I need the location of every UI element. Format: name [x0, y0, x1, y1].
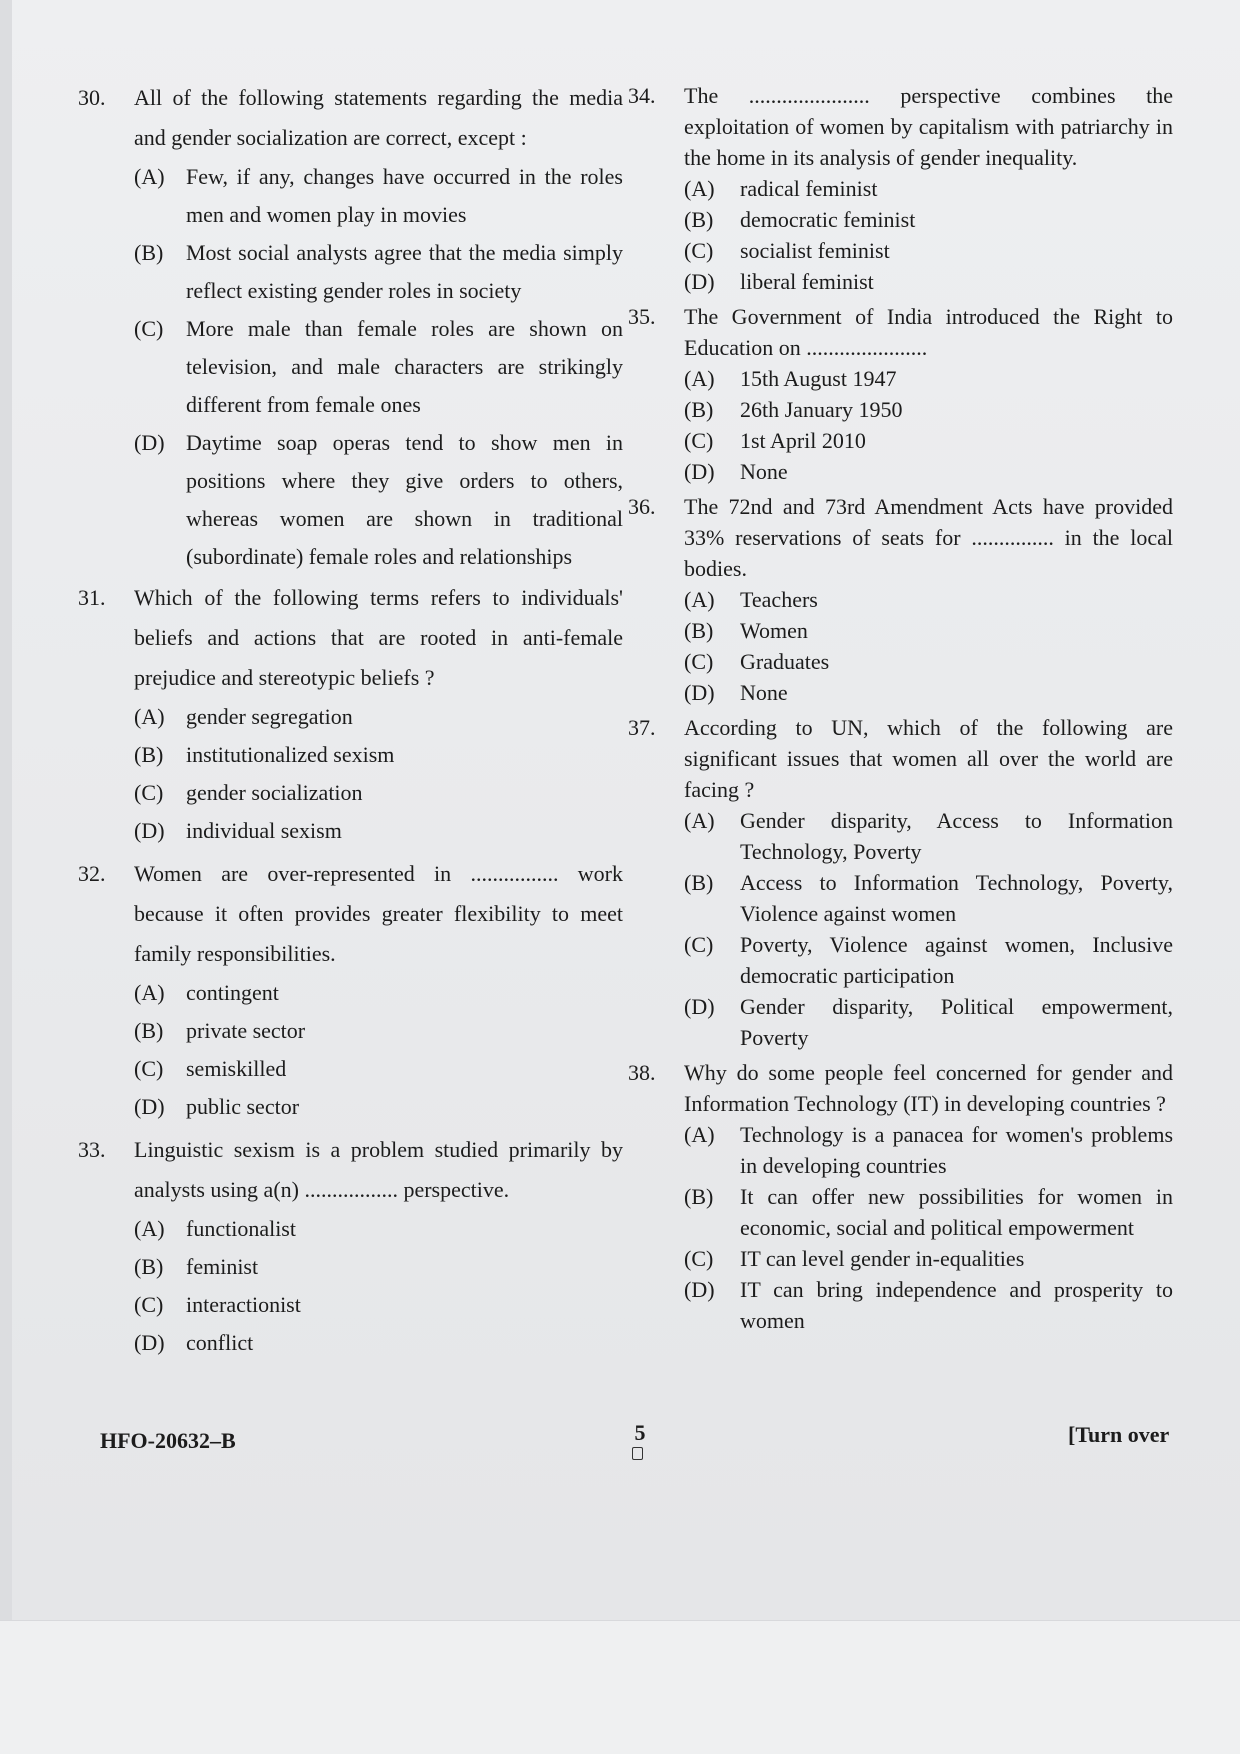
option-letter: (D) [134, 1330, 165, 1355]
option-list [684, 363, 1173, 487]
page-mark-icon [632, 1447, 643, 1460]
question-34 [628, 80, 1173, 297]
option-letter: (D) [684, 994, 715, 1019]
option-text: IT can bring independence and prosperity to women [740, 1277, 1173, 1333]
option-b [684, 204, 1173, 235]
question-number: 38. [628, 1060, 656, 1085]
option-text: Graduates [740, 649, 830, 674]
question-36 [628, 491, 1173, 708]
option-letter: (D) [134, 1094, 165, 1119]
question-number: 30. [78, 85, 106, 110]
question-number: 36. [628, 494, 656, 519]
option-b [684, 394, 1173, 425]
question-text: The Government of India introduced the Right to Education on ...................... [684, 304, 1173, 360]
option-letter: (D) [684, 459, 715, 484]
option-text: More male than female roles are shown on television, and male characters are strikingly different from female ones [186, 316, 623, 417]
option-text: gender socialization [186, 780, 363, 805]
option-c [134, 1050, 623, 1088]
option-letter: (C) [134, 316, 164, 341]
option-text: liberal feminist [740, 269, 874, 294]
option-letter: (B) [134, 1254, 164, 1279]
option-text: socialist feminist [740, 238, 890, 263]
option-letter: (C) [684, 428, 714, 453]
option-letter: (C) [684, 238, 714, 263]
option-text: gender segregation [186, 704, 353, 729]
option-letter: (C) [684, 649, 714, 674]
option-letter: (C) [684, 1246, 714, 1271]
option-a [134, 974, 623, 1012]
option-text: Access to Information Technology, Poverty, Violence against women [740, 870, 1173, 926]
option-letter: (A) [134, 704, 165, 729]
option-text: 15th August 1947 [740, 366, 897, 391]
question-35 [628, 301, 1173, 487]
option-text: Teachers [740, 587, 818, 612]
question-37 [628, 712, 1173, 1053]
option-letter: (C) [134, 1292, 164, 1317]
option-a [134, 698, 623, 736]
page-edge-shadow [0, 0, 12, 1754]
option-b [134, 234, 623, 310]
option-text: democratic feminist [740, 207, 916, 232]
question-31 [78, 578, 623, 850]
option-text: Daytime soap operas tend to show men in positions where they give orders to others, whereas women are shown in traditional (subordinate) female roles and relationships [186, 430, 623, 569]
option-text: 1st April 2010 [740, 428, 866, 453]
option-c [134, 310, 623, 424]
question-number: 37. [628, 715, 656, 740]
question-number: 32. [78, 861, 106, 886]
option-d [684, 266, 1173, 297]
option-text: public sector [186, 1094, 300, 1119]
option-d [134, 424, 623, 576]
option-letter: (B) [684, 870, 714, 895]
option-text: Women [740, 618, 808, 643]
question-number: 35. [628, 304, 656, 329]
question-number: 34. [628, 83, 656, 108]
option-c [134, 1286, 623, 1324]
option-list [684, 805, 1173, 1053]
option-d [134, 812, 623, 850]
question-number: 33. [78, 1137, 106, 1162]
option-d [684, 991, 1173, 1053]
question-30 [78, 78, 623, 576]
option-list [134, 158, 623, 576]
question-33 [78, 1130, 623, 1362]
left-column [78, 78, 623, 1366]
option-c [684, 235, 1173, 266]
option-d [684, 456, 1173, 487]
scan-bottom-band [0, 1620, 1240, 1754]
option-c [684, 1243, 1173, 1274]
option-letter: (A) [684, 587, 715, 612]
option-d [134, 1088, 623, 1126]
question-text: According to UN, which of the following are significant issues that women all over the world are facing ? [684, 715, 1173, 802]
page-number: 5 [634, 1420, 646, 1445]
option-letter: (B) [684, 207, 714, 232]
option-a [684, 1119, 1173, 1181]
option-a [684, 363, 1173, 394]
option-text: feminist [186, 1254, 259, 1279]
option-text: Most social analysts agree that the media simply reflect existing gender roles in society [186, 240, 623, 303]
option-b [134, 1012, 623, 1050]
option-a [684, 173, 1173, 204]
option-b [134, 736, 623, 774]
option-letter: (D) [684, 1277, 715, 1302]
option-text: 26th January 1950 [740, 397, 903, 422]
option-text: None [740, 459, 788, 484]
option-letter: (B) [134, 1018, 164, 1043]
option-b [684, 615, 1173, 646]
option-text: individual sexism [186, 818, 342, 843]
option-list [134, 698, 623, 850]
option-text: contingent [186, 980, 279, 1005]
paper-code: HFO-20632–B [100, 1428, 236, 1453]
option-letter: (B) [684, 397, 714, 422]
question-number: 31. [78, 585, 106, 610]
question-text: The 72nd and 73rd Amendment Acts have provided 33% reservations of seats for ............... in the local bodies. [684, 494, 1173, 581]
option-text: Poverty, Violence against women, Inclusive democratic participation [740, 932, 1173, 988]
option-letter: (A) [134, 1216, 165, 1241]
option-text: None [740, 680, 788, 705]
option-text: It can offer new possibilities for women in economic, social and political empowerment [740, 1184, 1173, 1240]
question-32 [78, 854, 623, 1126]
option-a [684, 584, 1173, 615]
option-text: Technology is a panacea for women's problems in developing countries [740, 1122, 1173, 1178]
option-letter: (A) [684, 176, 715, 201]
option-letter: (B) [134, 742, 164, 767]
option-letter: (B) [684, 1184, 714, 1209]
option-letter: (C) [134, 1056, 164, 1081]
option-a [134, 158, 623, 234]
option-letter: (C) [684, 932, 714, 957]
option-text: Few, if any, changes have occurred in the roles men and women play in movies [186, 164, 623, 227]
option-letter: (D) [134, 818, 165, 843]
option-text: Gender disparity, Political empowerment, Poverty [740, 994, 1173, 1050]
option-c [134, 774, 623, 812]
option-c [684, 425, 1173, 456]
option-list [684, 173, 1173, 297]
question-text: The ...................... perspective combines the exploitation of women by capitalism with patriarchy in the home in its analysis of gender inequality. [684, 83, 1173, 170]
option-list [684, 584, 1173, 708]
option-letter: (A) [684, 366, 715, 391]
option-b [134, 1248, 623, 1286]
option-list [684, 1119, 1173, 1336]
option-c [684, 646, 1173, 677]
question-38 [628, 1057, 1173, 1336]
question-text: Why do some people feel concerned for gender and Information Technology (IT) in developing countries ? [684, 1060, 1173, 1116]
question-text: Which of the following terms refers to individuals' beliefs and actions that are rooted in anti-female prejudice and stereotypic beliefs ? [134, 585, 623, 690]
option-letter: (D) [134, 430, 165, 455]
option-letter: (C) [134, 780, 164, 805]
option-text: IT can level gender in-equalities [740, 1246, 1025, 1271]
option-text: interactionist [186, 1292, 301, 1317]
option-c [684, 929, 1173, 991]
option-letter: (A) [684, 1122, 715, 1147]
option-a [134, 1210, 623, 1248]
option-a [684, 805, 1173, 867]
option-d [684, 1274, 1173, 1336]
question-text: Women are over-represented in ................ work because it often provides greater flexibility to meet family responsibilities. [134, 861, 623, 966]
option-letter: (B) [684, 618, 714, 643]
option-letter: (B) [134, 240, 164, 265]
question-text: All of the following statements regarding the media and gender socialization are correct, except : [134, 85, 623, 150]
option-d [684, 677, 1173, 708]
option-b [684, 1181, 1173, 1243]
option-text: Gender disparity, Access to Information Technology, Poverty [740, 808, 1173, 864]
option-d [134, 1324, 623, 1362]
option-text: conflict [186, 1330, 254, 1355]
option-text: radical feminist [740, 176, 878, 201]
question-text: Linguistic sexism is a problem studied primarily by analysts using a(n) ................. perspective. [134, 1137, 623, 1202]
option-text: functionalist [186, 1216, 296, 1241]
right-column [628, 80, 1173, 1340]
option-b [684, 867, 1173, 929]
option-letter: (A) [684, 808, 715, 833]
option-letter: (D) [684, 269, 715, 294]
option-letter: (A) [134, 164, 165, 189]
option-text: institutionalized sexism [186, 742, 395, 767]
turn-over-label: [Turn over [1068, 1422, 1170, 1447]
option-letter: (D) [684, 680, 715, 705]
option-text: semiskilled [186, 1056, 287, 1081]
option-list [134, 974, 623, 1126]
option-list [134, 1210, 623, 1362]
option-text: private sector [186, 1018, 306, 1043]
option-letter: (A) [134, 980, 165, 1005]
